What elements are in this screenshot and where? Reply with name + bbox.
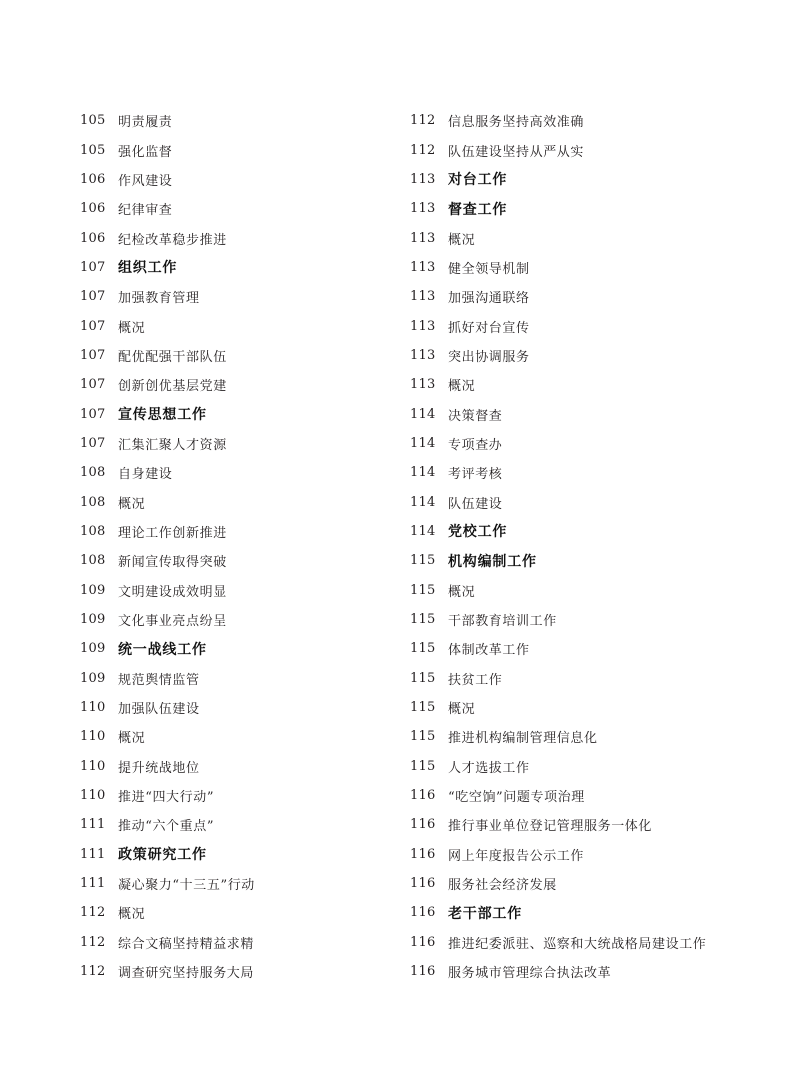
- toc-entry: [80, 693, 420, 722]
- toc-page-number: 107: [80, 289, 106, 305]
- toc-page-number: 113: [410, 377, 436, 393]
- toc-page-number: 112: [410, 113, 436, 129]
- toc-page-number: 115: [410, 641, 436, 657]
- toc-entry-title: 汇集汇聚人才资源: [118, 437, 227, 453]
- toc-entry: [410, 576, 780, 605]
- toc-page-number: 107: [80, 406, 106, 422]
- toc-page-number: 113: [410, 259, 436, 275]
- toc-page-number: 106: [80, 201, 106, 217]
- toc-entry-title: “吃空饷”问题专项治理: [448, 790, 585, 806]
- toc-section-heading: [410, 517, 780, 546]
- toc-entry-title: 服务社会经济发展: [448, 878, 557, 894]
- toc-entry-title: 文化事业亮点纷呈: [118, 614, 227, 630]
- toc-entry-title: 扶贫工作: [448, 672, 503, 688]
- toc-entry-title: 对台工作: [448, 172, 508, 189]
- toc-entry-title: 统一战线工作: [118, 641, 207, 658]
- toc-entry: [80, 223, 420, 252]
- toc-entry-title: 加强沟通联络: [448, 291, 530, 307]
- toc-entry: [410, 840, 780, 869]
- toc-right-column: [410, 106, 780, 986]
- toc-page-number: 112: [410, 142, 436, 158]
- toc-entry-title: 纪检改革稳步推进: [118, 232, 227, 248]
- toc-page-number: 108: [80, 465, 106, 481]
- toc-entry-title: 推进机构编制管理信息化: [448, 731, 598, 747]
- toc-entry-title: 创新创优基层党建: [118, 379, 227, 395]
- toc-entry-title: 自身建设: [118, 467, 173, 483]
- toc-entry-title: 专项查办: [448, 437, 503, 453]
- toc-entry: [410, 487, 780, 516]
- toc-entry: [410, 282, 780, 311]
- toc-entry-title: 规范舆情监管: [118, 672, 200, 688]
- toc-page-number: 114: [410, 406, 436, 422]
- toc-entry: [80, 869, 420, 898]
- toc-page-number: 112: [80, 934, 106, 950]
- toc-page-number: 111: [80, 846, 106, 862]
- toc-page-number: 105: [80, 142, 106, 158]
- toc-entry: [410, 458, 780, 487]
- toc-entry: [410, 810, 780, 839]
- toc-entry: [80, 546, 420, 575]
- toc-section-heading: [410, 898, 780, 927]
- toc-page-number: 116: [410, 846, 436, 862]
- toc-entry: [80, 311, 420, 340]
- toc-page-number: 109: [80, 582, 106, 598]
- toc-entry: [80, 898, 420, 927]
- toc-entry-title: 概况: [118, 496, 146, 512]
- toc-section-heading: [80, 399, 420, 428]
- toc-entry: [80, 517, 420, 546]
- toc-entry-title: 调查研究坚持服务大局: [118, 966, 255, 982]
- toc-entry: [410, 253, 780, 282]
- toc-entry: [80, 341, 420, 370]
- toc-entry-title: 网上年度报告公示工作: [448, 848, 585, 864]
- toc-page-number: 116: [410, 788, 436, 804]
- toc-left-column: [80, 106, 420, 986]
- toc-entry-title: 老干部工作: [448, 905, 522, 922]
- toc-section-heading: [80, 253, 420, 282]
- toc-entry: [80, 752, 420, 781]
- toc-page-number: 115: [410, 553, 436, 569]
- toc-entry-title: 文明建设成效明显: [118, 584, 227, 600]
- toc-entry-title: 加强教育管理: [118, 291, 200, 307]
- toc-entry-title: 加强队伍建设: [118, 702, 200, 718]
- toc-entry-title: 机构编制工作: [448, 553, 537, 570]
- toc-section-heading: [80, 840, 420, 869]
- toc-page-number: 114: [410, 523, 436, 539]
- toc-entry: [80, 576, 420, 605]
- toc-entry: [80, 928, 420, 957]
- toc-page-number: 114: [410, 435, 436, 451]
- toc-page-number: 110: [80, 700, 106, 716]
- toc-entry-title: 新闻宣传取得突破: [118, 555, 227, 571]
- toc-page-number: 116: [410, 905, 436, 921]
- toc-page-number: 109: [80, 670, 106, 686]
- toc-entry: [410, 752, 780, 781]
- toc-entry-title: 配优配强干部队伍: [118, 349, 227, 365]
- toc-entry: [410, 693, 780, 722]
- toc-entry: [410, 135, 780, 164]
- toc-entry-title: 服务城市管理综合执法改革: [448, 966, 612, 982]
- toc-entry-title: 理论工作创新推进: [118, 525, 227, 541]
- toc-page-number: 116: [410, 876, 436, 892]
- toc-entry-title: 强化监督: [118, 144, 173, 160]
- toc-entry: [410, 869, 780, 898]
- toc-entry-title: 组织工作: [118, 260, 178, 277]
- toc-entry-title: 概况: [448, 232, 476, 248]
- toc-entry-title: 干部教育培训工作: [448, 614, 557, 630]
- toc-section-heading: [80, 634, 420, 663]
- toc-entry: [80, 165, 420, 194]
- toc-page-number: 110: [80, 729, 106, 745]
- toc-entry-title: 队伍建设坚持从严从实: [448, 144, 585, 160]
- toc-page-number: 107: [80, 377, 106, 393]
- toc-entry: [80, 282, 420, 311]
- toc-entry: [410, 370, 780, 399]
- toc-page-number: 108: [80, 523, 106, 539]
- toc-page-number: 112: [80, 905, 106, 921]
- toc-entry: [410, 605, 780, 634]
- toc-entry-title: 提升统战地位: [118, 760, 200, 776]
- toc-entry: [410, 957, 780, 986]
- toc-entry: [80, 605, 420, 634]
- toc-page-number: 113: [410, 289, 436, 305]
- toc-section-heading: [410, 165, 780, 194]
- toc-entry-title: 概况: [118, 907, 146, 923]
- toc-page-number: 106: [80, 171, 106, 187]
- toc-page-number: 107: [80, 318, 106, 334]
- toc-entry-title: 督查工作: [448, 201, 508, 218]
- toc-page-number: 115: [410, 758, 436, 774]
- toc-page-number: 113: [410, 230, 436, 246]
- toc-entry: [80, 810, 420, 839]
- toc-page-number: 115: [410, 582, 436, 598]
- toc-page-number: 107: [80, 347, 106, 363]
- toc-page-number: 113: [410, 201, 436, 217]
- toc-page-number: 114: [410, 465, 436, 481]
- toc-page-number: 112: [80, 964, 106, 980]
- toc-entry-title: 概况: [118, 731, 146, 747]
- toc-entry: [410, 106, 780, 135]
- toc-entry-title: 推动“六个重点”: [118, 819, 215, 835]
- toc-entry-title: 体制改革工作: [448, 643, 530, 659]
- toc-entry-title: 队伍建设: [448, 496, 503, 512]
- toc-page-number: 116: [410, 964, 436, 980]
- toc-page-number: 114: [410, 494, 436, 510]
- toc-entry: [80, 487, 420, 516]
- toc-entry: [410, 722, 780, 751]
- toc-page-number: 111: [80, 817, 106, 833]
- toc-page-number: 110: [80, 758, 106, 774]
- toc-page-number: 109: [80, 641, 106, 657]
- toc-entry-title: 抓好对台宣传: [448, 320, 530, 336]
- toc-page-number: 116: [410, 934, 436, 950]
- toc-entry: [410, 928, 780, 957]
- toc-entry-title: 综合文稿坚持精益求精: [118, 936, 255, 952]
- toc-entry-title: 概况: [448, 702, 476, 718]
- toc-entry-title: 党校工作: [448, 524, 508, 541]
- toc-entry: [410, 781, 780, 810]
- toc-page-number: 106: [80, 230, 106, 246]
- toc-page-number: 116: [410, 817, 436, 833]
- toc-section-heading: [410, 194, 780, 223]
- toc-entry-title: 推进纪委派驻、巡察和大统战格局建设工作: [448, 936, 707, 952]
- toc-entry: [410, 223, 780, 252]
- toc-page-number: 111: [80, 876, 106, 892]
- toc-entry: [80, 135, 420, 164]
- toc-page-number: 109: [80, 612, 106, 628]
- toc-entry-title: 明责履责: [118, 115, 173, 131]
- toc-entry-title: 健全领导机制: [448, 261, 530, 277]
- toc-entry: [80, 106, 420, 135]
- toc-entry: [410, 664, 780, 693]
- toc-entry-title: 考评考核: [448, 467, 503, 483]
- toc-entry-title: 概况: [448, 584, 476, 600]
- toc-entry-title: 推进“四大行动”: [118, 790, 215, 806]
- toc-page-number: 115: [410, 670, 436, 686]
- toc-entry-title: 宣传思想工作: [118, 407, 207, 424]
- toc-page-number: 108: [80, 494, 106, 510]
- toc-entry: [80, 194, 420, 223]
- toc-entry-title: 人才选拔工作: [448, 760, 530, 776]
- toc-entry-title: 凝心聚力“十三五”行动: [118, 878, 255, 894]
- toc-entry-title: 决策督查: [448, 408, 503, 424]
- toc-page-number: 113: [410, 318, 436, 334]
- toc-entry: [410, 634, 780, 663]
- toc-entry: [80, 957, 420, 986]
- toc-entry: [80, 458, 420, 487]
- toc-page-number: 113: [410, 347, 436, 363]
- toc-entry: [80, 781, 420, 810]
- toc-page-number: 107: [80, 259, 106, 275]
- toc-entry: [80, 370, 420, 399]
- toc-page-number: 115: [410, 700, 436, 716]
- toc-entry: [80, 722, 420, 751]
- toc-entry-title: 信息服务坚持高效准确: [448, 115, 585, 131]
- toc-page-number: 107: [80, 435, 106, 451]
- toc-entry: [410, 399, 780, 428]
- toc-page-number: 113: [410, 171, 436, 187]
- toc-entry: [410, 429, 780, 458]
- toc-entry-title: 政策研究工作: [118, 847, 207, 864]
- toc-entry: [80, 664, 420, 693]
- toc-entry-title: 纪律审查: [118, 203, 173, 219]
- toc-entry: [80, 429, 420, 458]
- toc-entry-title: 推行事业单位登记管理服务一体化: [448, 819, 653, 835]
- toc-entry-title: 概况: [448, 379, 476, 395]
- toc-page-number: 115: [410, 729, 436, 745]
- toc-entry-title: 概况: [118, 320, 146, 336]
- toc-page-number: 108: [80, 553, 106, 569]
- toc-page-number: 110: [80, 788, 106, 804]
- toc-page-number: 105: [80, 113, 106, 129]
- toc-entry: [410, 311, 780, 340]
- toc-entry-title: 突出协调服务: [448, 349, 530, 365]
- toc-entry-title: 作风建设: [118, 173, 173, 189]
- toc-entry: [410, 341, 780, 370]
- toc-section-heading: [410, 546, 780, 575]
- toc-page-number: 115: [410, 612, 436, 628]
